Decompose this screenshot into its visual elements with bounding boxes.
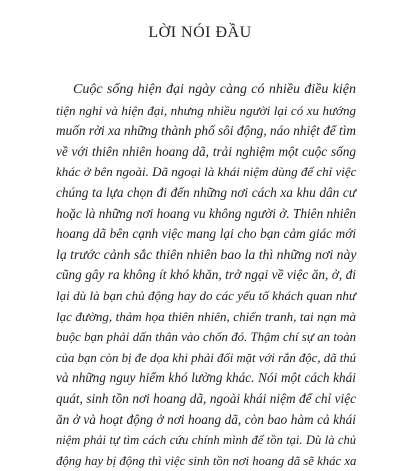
text-line: của bạn còn bị đe dọa khi phải đối mặt với rắn độc, dã thú	[56, 350, 356, 365]
text-line: và những nguy hiểm khó lường khác. Nói một cách khái	[56, 370, 356, 386]
text-line: buộc bạn phải dấn thân vào chốn đó. Thậm chí sự an toàn	[56, 330, 356, 345]
text-line: muốn rời xa những thành phố sôi động, náo nhiệt để tìm	[56, 123, 356, 139]
text-line: hoang dã bên cạnh việc mang lại cho bạn cảm giác mới	[56, 226, 356, 242]
text-line: cũng gây ra không ít khó khăn, trở ngại về việc ăn, ở, đi	[56, 267, 356, 283]
text-line: hoặc là những nơi hoang vu không người ở. Thiên nhiên	[56, 205, 356, 221]
text-line: tiện nghi và hiện đại, nhưng nhiều người lại có xu hướng	[56, 102, 356, 118]
text-line: quát, sinh tồn nơi hoang dã, ngoài khái niệm để chỉ việc	[56, 390, 356, 406]
text-line: lạc đường, thảm họa thiên nhiên, chiến tranh, tai nạn mà	[56, 308, 356, 324]
text-line: ăn ở và hoạt động ở nơi hoang dã, còn bao hàm cả khái	[56, 411, 356, 427]
text-line: khác ở bên ngoài. Dã ngoại là khái niệm dùng để chỉ việc	[56, 164, 357, 180]
text-line: lạ trước cảnh sắc thiên nhiên bao la thì những nơi này	[56, 246, 357, 262]
preface-body	[56, 80, 356, 471]
text-line: chúng ta lựa chọn đi đến những nơi cách xa khu dân cư	[56, 184, 356, 200]
text-line: động hay bị động thì việc sinh tồn nơi hoang dã sẽ khác xa	[56, 453, 357, 468]
text-line: niệm phải tự tìm cách cứu chính mình để tồn tại. Dù là chủ	[56, 433, 356, 448]
text-line: về với thiên nhiên hoang dã, trải nghiệm một cuộc sống	[56, 143, 356, 159]
text-line: Cuộc sống hiện đại ngày càng có nhiều điều kiện	[73, 82, 356, 97]
text-line: lại dù là bạn chủ động hay do các yếu tố khách quan như	[56, 287, 356, 303]
page-title: LỜI NÓI ĐẦU	[148, 24, 252, 41]
